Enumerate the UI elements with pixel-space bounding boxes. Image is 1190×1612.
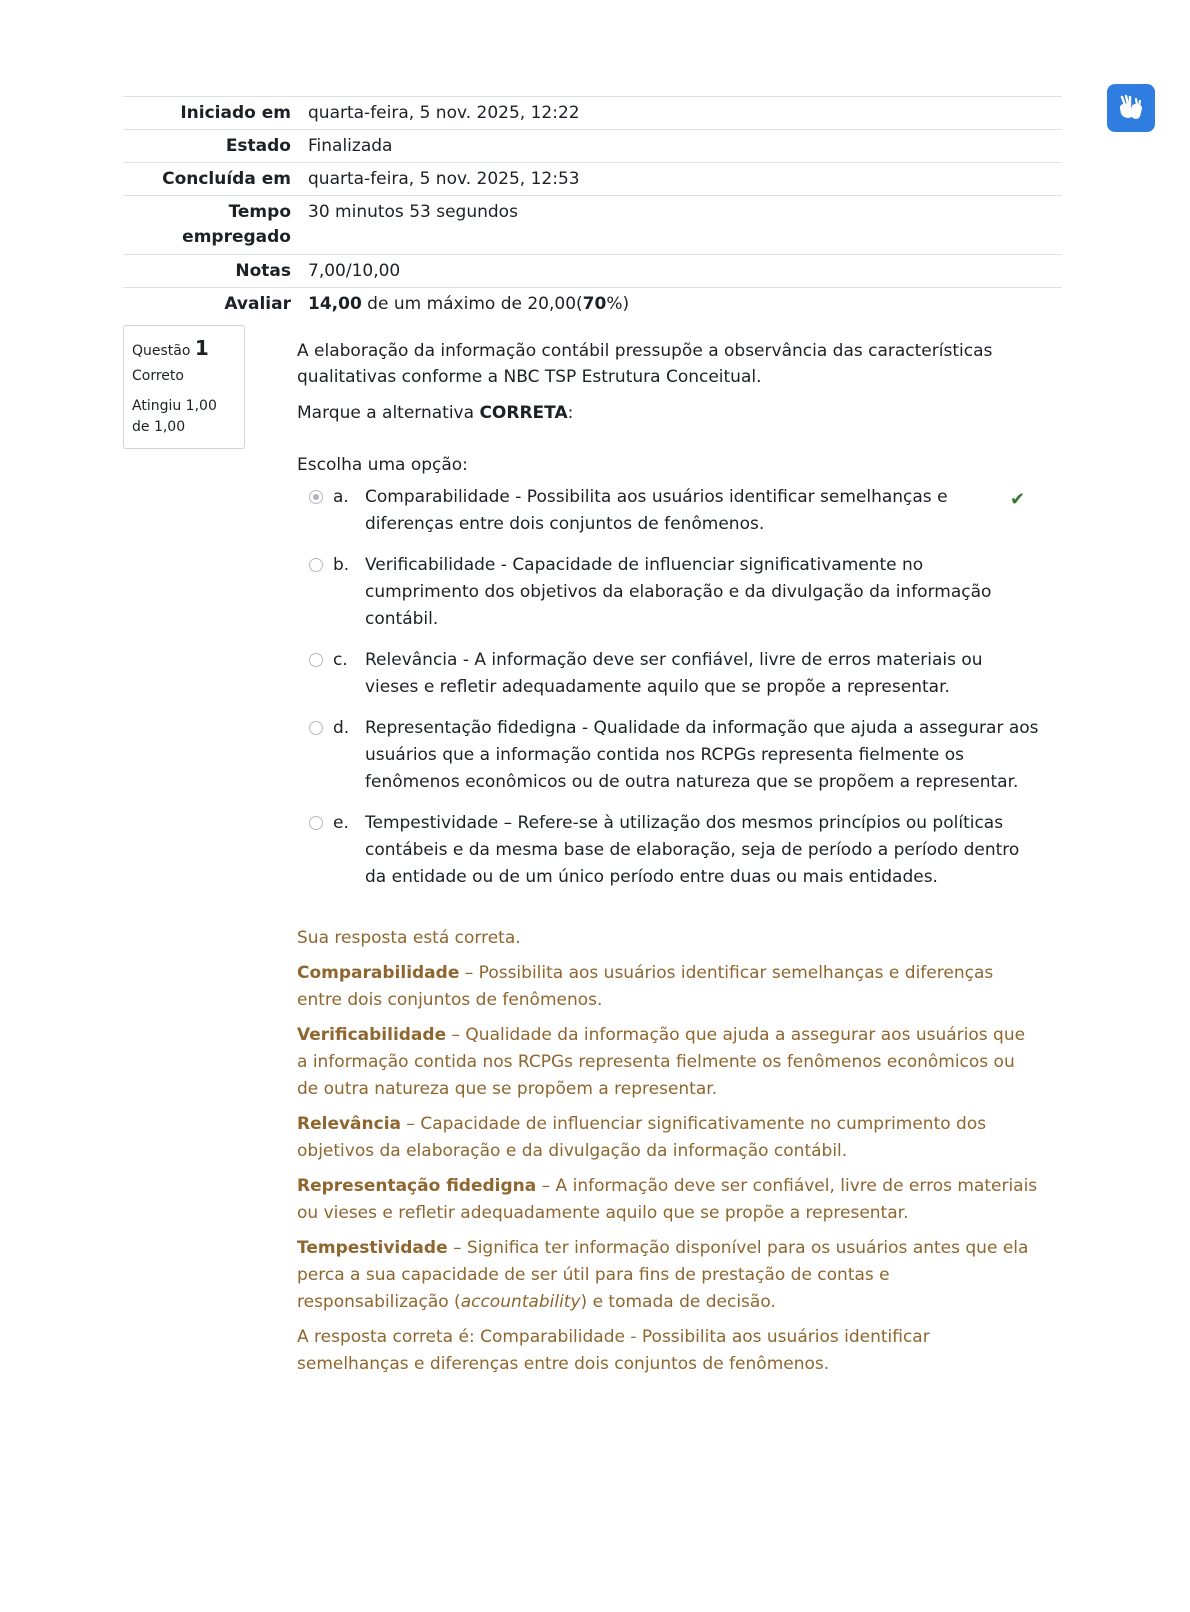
feedback-item [297,1022,1039,1103]
feedback-desc: – Qualidade da informação que ajuda a assegurar aos usuários que a informação contida nos RCPGs representa fielmente os fenômenos econômicos ou de outra natureza que se propõem a representar. [297,1025,1026,1099]
feedback-desc-part2: ) e tomada de decisão. [580,1292,776,1312]
radio-c[interactable] [309,653,323,667]
question-state: Correto [132,368,184,384]
feedback-panel [297,925,1039,1386]
feedback-item-tempestividade [297,1235,1039,1316]
prompt-suffix: : [567,403,574,423]
question-number [132,336,236,360]
option-a[interactable] [297,484,1039,538]
prompt-bold: CORRETA [479,403,568,423]
state-label: Estado [225,136,291,156]
feedback-italic: accountability [460,1292,581,1312]
option-text: Verificabilidade - Capacidade de influenciar significativamente no cumprimento dos objetivos da elaboração e da divulgação da informação contábil. [365,555,992,629]
time-label [123,196,308,255]
question-info-box [123,325,245,449]
option-letter: b. [333,555,350,575]
question-prompt [297,400,1039,426]
option-letter: c. [333,650,348,670]
vlibras-accessibility-button[interactable] [1107,84,1155,132]
feedback-desc: – Capacidade de influenciar significativamente no cumprimento dos objetivos da elaboração e da divulgação da informação contábil. [297,1114,987,1161]
time-label-line1: Tempo [228,202,291,222]
feedback-term: Relevância [297,1114,402,1134]
radio-a[interactable] [309,490,323,504]
option-letter: a. [333,487,349,507]
completed-value: quarta-feira, 5 nov. 2025, 12:53 [308,169,580,189]
question-content [297,338,1039,905]
question-number-label: Questão [132,343,191,359]
radio-d[interactable] [309,721,323,735]
feedback-term: Verificabilidade [297,1025,447,1045]
feedback-desc: – Possibilita aos usuários identificar semelhanças e diferenças entre dois conjuntos de fenômenos. [297,963,994,1010]
state-value: Finalizada [308,136,393,156]
check-icon: ✔ [1010,489,1026,510]
grade-label: Avaliar [224,294,291,314]
completed-label: Concluída em [162,169,291,189]
grade-suffix: %) [606,294,630,314]
feedback-item [297,960,1039,1014]
question-number-value: 1 [194,336,209,360]
feedback-term: Tempestividade [297,1238,448,1258]
feedback-term: Representação fidedigna [297,1176,537,1196]
option-letter: d. [333,718,350,738]
feedback-term: Comparabilidade [297,963,460,983]
started-value: quarta-feira, 5 nov. 2025, 12:22 [308,103,580,123]
question-grade: Atingiu 1,00 de 1,00 [132,398,217,435]
question-text: A elaboração da informação contábil pressupõe a observância das características qualitativas conforme a NBC TSP Estrutura Conceitual. [297,341,993,387]
option-d[interactable] [297,715,1039,796]
option-letter: e. [333,813,349,833]
option-b[interactable] [297,552,1039,633]
time-label-line2: empregado [182,227,291,247]
radio-b[interactable] [309,558,323,572]
grade-percent: 70 [582,294,607,314]
grade-value [308,288,1062,321]
vlibras-hands-icon [1116,93,1146,123]
feedback-desc-part1: – Significa ter informação disponível para os usuários antes que ela perca a sua capacidade de ser útil para fins de prestação de contas e responsabilização ( [297,1238,1029,1312]
grade-score: 14,00 [308,294,362,314]
choose-label: Escolha uma opção: [297,455,468,475]
summary-row-completed [123,163,1062,196]
summary-row-state [123,130,1062,163]
feedback-correct-answer: A resposta correta é: Comparabilidade - Possibilita aos usuários identificar semelhanças e diferenças entre dois conjuntos de fenômenos. [297,1327,930,1374]
feedback-item [297,1173,1039,1227]
option-text: Tempestividade – Refere-se à utilização dos mesmos princípios ou políticas contábeis e da mesma base de elaboração, seja de período a período dentro da entidade ou de um único período entre duas ou mais entidades. [365,813,1020,887]
feedback-item [297,1111,1039,1165]
marks-value: 7,00/10,00 [308,261,401,281]
summary-row-time [123,196,1062,255]
option-text: Comparabilidade - Possibilita aos usuários identificar semelhanças e diferenças entre dois conjuntos de fenômenos. [365,487,948,534]
summary-row-marks [123,255,1062,288]
answer-options [297,484,1039,891]
started-label: Iniciado em [180,103,291,123]
option-e[interactable] [297,810,1039,891]
marks-label: Notas [235,261,291,281]
feedback-status: Sua resposta está correta. [297,928,521,948]
option-c[interactable] [297,647,1039,701]
radio-e[interactable] [309,816,323,830]
grade-text: de um máximo de 20,00( [361,294,583,314]
option-text: Representação fidedigna - Qualidade da informação que ajuda a assegurar aos usuários que a informação contida nos RCPGs representa fielmente os fenômenos econômicos ou de outra natureza que se propõem a representar. [365,718,1039,792]
option-text: Relevância - A informação deve ser confiável, livre de erros materiais ou vieses e refletir adequadamente aquilo que se propõe a representar. [365,650,983,697]
summary-row-started [123,97,1062,130]
prompt-prefix: Marque a alternativa [297,403,480,423]
attempt-summary-table [123,96,1062,320]
time-value: 30 minutos 53 segundos [308,202,518,222]
summary-row-grade [123,288,1062,321]
feedback-desc: – A informação deve ser confiável, livre de erros materiais ou vieses e refletir adequadamente aquilo que se propõe a representar. [297,1176,1038,1223]
